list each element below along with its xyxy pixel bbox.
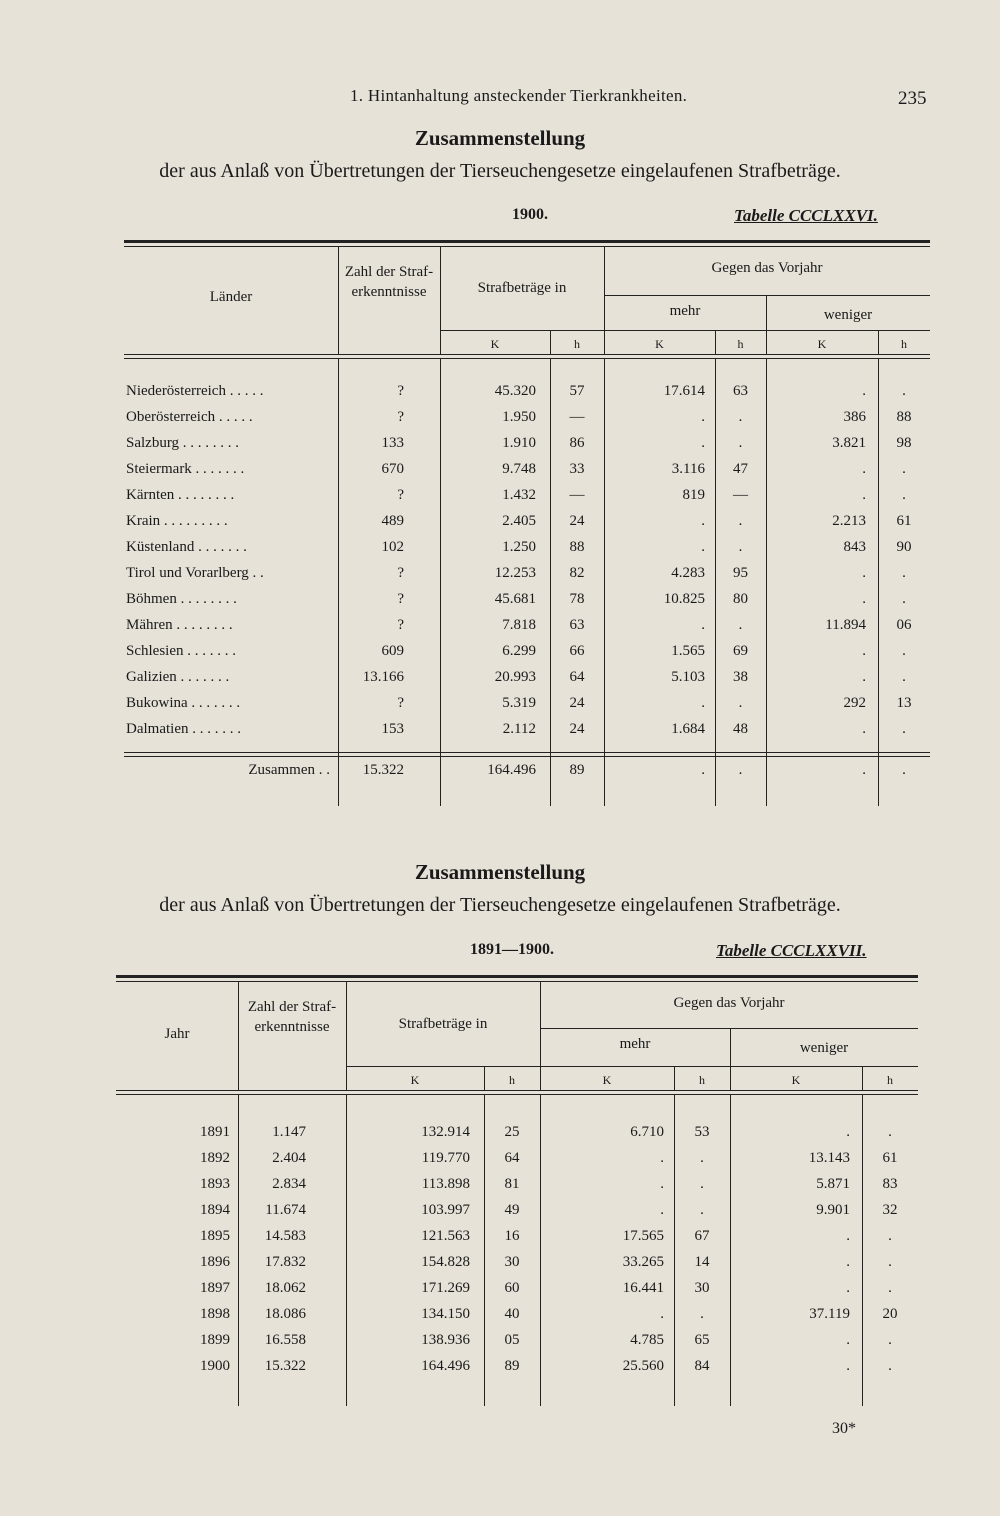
cell-weniger-h: .: [902, 591, 906, 607]
cell-count: 1.147: [272, 1124, 306, 1140]
cell-count: 15.322: [264, 1358, 306, 1374]
cell-weniger-h: .: [902, 721, 906, 737]
cell-weniger-h: .: [888, 1332, 892, 1348]
cell-mehr-k: .: [701, 435, 705, 451]
cell-h: 40: [504, 1306, 520, 1322]
cell-mehr-h: .: [700, 1150, 704, 1166]
cell-mehr-h: 80: [733, 591, 748, 607]
cell-k: 6.299: [502, 643, 536, 659]
total-weniger-k: .: [862, 762, 866, 778]
cell-name: Mähren . . . . . . . .: [126, 617, 233, 633]
cell-h: 64: [569, 669, 585, 685]
cell-mehr-h: 69: [733, 643, 748, 659]
cell-mehr-k: 25.560: [622, 1358, 664, 1374]
cell-name: 1894: [200, 1202, 230, 1218]
signature-mark: 30*: [832, 1420, 856, 1437]
cell-count: 153: [381, 721, 404, 737]
cell-name: 1891: [200, 1124, 230, 1140]
cell-mehr-h: —: [733, 487, 748, 503]
section1-table-label: Tabelle CCCLXXVI.: [734, 206, 878, 225]
section2-subtitle: der aus Anlaß von Übertretungen der Tierseuchengesetze eingelaufenen Strafbeträge.: [159, 894, 841, 916]
header-unit-k: K: [602, 1073, 612, 1087]
cell-mehr-h: .: [700, 1306, 704, 1322]
section1-title: Zusammenstellung: [414, 126, 586, 150]
header-unit-h: h: [574, 337, 580, 351]
cell-name: 1897: [200, 1280, 230, 1296]
header-divider: [346, 1066, 918, 1067]
cell-mehr-k: 10.825: [663, 591, 705, 607]
header-col-1: Jahr: [164, 1026, 190, 1042]
cell-name: Bukowina . . . . . . .: [126, 695, 241, 711]
header-unit-h: h: [887, 1073, 893, 1087]
cell-k: 171.269: [421, 1280, 470, 1296]
header-unit-h: h: [509, 1073, 515, 1087]
header-gegen-vorjahr: Gegen das Vorjahr: [711, 260, 823, 276]
section2-year: 1891—1900.: [470, 941, 554, 958]
cell-weniger-k: .: [862, 721, 866, 737]
header-unit-h: h: [901, 337, 907, 351]
cell-mehr-h: .: [738, 409, 743, 425]
cell-mehr-k: 6.710: [630, 1124, 664, 1140]
cell-count: 2.834: [272, 1176, 306, 1192]
cell-h: —: [569, 487, 585, 503]
cell-name: 1893: [200, 1176, 230, 1192]
cell-weniger-h: .: [888, 1254, 892, 1270]
cell-k: 45.320: [494, 383, 536, 399]
cell-mehr-k: .: [701, 617, 705, 633]
cell-k: 119.770: [421, 1150, 470, 1166]
cell-mehr-h: 95: [733, 565, 748, 581]
cell-mehr-k: 33.265: [622, 1254, 664, 1270]
cell-mehr-h: .: [700, 1176, 704, 1192]
cell-h: 60: [504, 1280, 520, 1296]
table-top-rule: [116, 981, 918, 982]
cell-weniger-h: .: [902, 383, 906, 399]
header-col-1: Länder: [209, 289, 253, 305]
total-rule: [124, 756, 930, 757]
cell-k: 2.405: [502, 513, 536, 529]
cell-name: 1899: [200, 1332, 230, 1348]
cell-weniger-h: .: [902, 487, 906, 503]
cell-count: 11.674: [265, 1202, 306, 1218]
cell-k: 132.914: [421, 1124, 470, 1140]
total-count: 15.322: [362, 762, 404, 778]
header-mehr: mehr: [669, 303, 701, 319]
cell-h: 24: [569, 695, 585, 711]
cell-count: ?: [397, 591, 404, 607]
table-top-rule: [116, 975, 918, 978]
cell-name: Salzburg . . . . . . . .: [126, 435, 240, 451]
cell-name: 1892: [200, 1150, 230, 1166]
cell-k: 164.496: [421, 1358, 470, 1374]
cell-mehr-k: .: [701, 409, 705, 425]
cell-weniger-h: .: [902, 565, 906, 581]
header-divider: [338, 246, 339, 354]
header-divider: [238, 981, 239, 1090]
cell-count: 102: [381, 539, 404, 555]
cell-count: ?: [397, 617, 404, 633]
cell-k: 134.150: [421, 1306, 470, 1322]
cell-h: 82: [569, 565, 585, 581]
cell-mehr-k: .: [660, 1306, 664, 1322]
cell-k: 121.563: [421, 1228, 470, 1244]
header-unit-k: K: [791, 1073, 801, 1087]
cell-weniger-h: .: [902, 669, 906, 685]
cell-k: 7.818: [502, 617, 536, 633]
header-divider: [604, 295, 930, 296]
cell-weniger-k: .: [862, 669, 866, 685]
cell-mehr-h: .: [738, 617, 743, 633]
cell-k: 154.828: [421, 1254, 470, 1270]
header-gegen-vorjahr: Gegen das Vorjahr: [673, 995, 785, 1011]
header-divider: [440, 330, 930, 331]
cell-k: 45.681: [494, 591, 536, 607]
cell-k: 12.253: [494, 565, 536, 581]
cell-h: 63: [569, 617, 585, 633]
cell-mehr-k: 1.684: [671, 721, 705, 737]
cell-mehr-k: 4.283: [671, 565, 705, 581]
cell-h: 49: [504, 1202, 520, 1218]
cell-k: 113.898: [421, 1176, 470, 1192]
cell-name: Kärnten . . . . . . . .: [126, 487, 235, 503]
cell-weniger-k: .: [846, 1124, 850, 1140]
cell-weniger-k: .: [862, 643, 866, 659]
header-divider: [540, 1028, 918, 1029]
cell-count: 13.166: [362, 669, 404, 685]
cell-k: 20.993: [494, 669, 536, 685]
cell-weniger-h: 88: [896, 409, 912, 425]
cell-weniger-h: 61: [882, 1150, 898, 1166]
total-label: Zusammen . .: [248, 762, 330, 778]
cell-mehr-h: 48: [733, 721, 748, 737]
total-mehr-k: .: [701, 762, 705, 778]
cell-name: Tirol und Vorarlberg . .: [126, 565, 264, 581]
cell-weniger-h: .: [888, 1228, 892, 1244]
cell-name: 1900: [200, 1358, 230, 1374]
cell-count: 14.583: [264, 1228, 306, 1244]
header-unit-k: K: [410, 1073, 420, 1087]
cell-mehr-h: 67: [694, 1228, 710, 1244]
cell-k: 9.748: [502, 461, 536, 477]
header-bottom-rule: [124, 354, 930, 355]
header-weniger: weniger: [823, 307, 873, 323]
header-bottom-rule: [116, 1094, 918, 1095]
table-top-rule: [124, 240, 930, 243]
header-mehr: mehr: [619, 1036, 651, 1052]
cell-weniger-k: 9.901: [816, 1202, 850, 1218]
cell-weniger-k: .: [862, 487, 866, 503]
cell-weniger-h: 98: [896, 435, 912, 451]
cell-weniger-k: 843: [843, 539, 866, 555]
cell-weniger-k: 3.821: [832, 435, 866, 451]
cell-name: Küstenland . . . . . . .: [126, 539, 247, 555]
cell-name: Galizien . . . . . . .: [126, 669, 230, 685]
cell-weniger-k: 13.143: [808, 1150, 850, 1166]
cell-count: 670: [381, 461, 404, 477]
cell-count: 609: [381, 643, 404, 659]
section2-title: Zusammenstellung: [414, 860, 586, 884]
cell-weniger-k: .: [846, 1332, 850, 1348]
cell-mehr-k: .: [701, 513, 705, 529]
cell-h: 05: [504, 1332, 520, 1348]
running-head: 1. Hintanhaltung ansteckender Tierkrankheiten.: [350, 86, 688, 105]
cell-weniger-h: 13: [896, 695, 912, 711]
cell-h: 86: [569, 435, 585, 451]
cell-name: Steiermark . . . . . . .: [126, 461, 245, 477]
total-rule: [124, 752, 930, 753]
cell-mehr-k: 3.116: [671, 461, 705, 477]
header-col-3: Strafbeträge in: [398, 1016, 488, 1032]
cell-weniger-h: 06: [896, 617, 912, 633]
cell-mehr-h: 38: [733, 669, 748, 685]
cell-weniger-h: 90: [896, 539, 912, 555]
cell-mehr-h: 14: [694, 1254, 710, 1270]
cell-count: ?: [397, 695, 404, 711]
cell-name: 1896: [200, 1254, 230, 1270]
cell-weniger-k: .: [846, 1254, 850, 1270]
cell-weniger-k: .: [846, 1358, 850, 1374]
cell-mehr-h: 65: [694, 1332, 710, 1348]
header-unit-k: K: [655, 337, 664, 351]
cell-h: 81: [504, 1176, 520, 1192]
cell-mehr-h: 47: [733, 461, 748, 477]
cell-mehr-k: 4.785: [630, 1332, 664, 1348]
cell-k: 1.250: [502, 539, 536, 555]
header-unit-h: h: [737, 337, 744, 351]
table-top-rule: [124, 246, 930, 247]
cell-k: 2.112: [502, 721, 536, 737]
cell-weniger-h: 83: [882, 1176, 898, 1192]
cell-name: 1898: [200, 1306, 230, 1322]
cell-count: ?: [397, 383, 404, 399]
cell-mehr-k: 16.441: [622, 1280, 664, 1296]
cell-weniger-k: .: [862, 461, 866, 477]
cell-mehr-h: .: [700, 1202, 704, 1218]
cell-count: 16.558: [264, 1332, 306, 1348]
cell-count: ?: [397, 409, 404, 425]
page-number: 235: [898, 88, 927, 109]
total-h: 89: [569, 762, 585, 778]
cell-weniger-h: .: [902, 643, 906, 659]
cell-name: Schlesien . . . . . . .: [126, 643, 236, 659]
cell-k: 103.997: [421, 1202, 470, 1218]
total-mehr-h: .: [738, 762, 743, 778]
cell-h: 88: [569, 539, 585, 555]
cell-weniger-k: 11.894: [825, 617, 866, 633]
cell-weniger-h: 61: [896, 513, 912, 529]
cell-name: Böhmen . . . . . . . .: [126, 591, 237, 607]
cell-weniger-k: .: [846, 1280, 850, 1296]
cell-weniger-k: 292: [843, 695, 866, 711]
cell-weniger-h: 32: [882, 1202, 898, 1218]
cell-mehr-k: .: [660, 1202, 664, 1218]
cell-count: 18.086: [264, 1306, 306, 1322]
cell-weniger-k: .: [862, 565, 866, 581]
cell-h: 30: [504, 1254, 520, 1270]
cell-mehr-k: .: [660, 1150, 664, 1166]
cell-weniger-h: .: [902, 461, 906, 477]
cell-weniger-k: 37.119: [809, 1306, 850, 1322]
cell-h: 89: [504, 1358, 520, 1374]
cell-weniger-k: .: [846, 1228, 850, 1244]
cell-h: 16: [504, 1228, 520, 1244]
cell-weniger-h: .: [888, 1358, 892, 1374]
header-unit-k: K: [490, 337, 500, 351]
cell-mehr-h: 53: [694, 1124, 710, 1140]
cell-mehr-h: 30: [694, 1280, 710, 1296]
cell-h: 24: [569, 513, 585, 529]
header-bottom-rule: [124, 358, 930, 359]
cell-weniger-k: 2.213: [832, 513, 866, 529]
cell-h: 33: [569, 461, 585, 477]
cell-h: 66: [569, 643, 585, 659]
header-bottom-rule: [116, 1090, 918, 1091]
total-k: 164.496: [487, 762, 536, 778]
cell-h: 64: [504, 1150, 520, 1166]
cell-weniger-k: 5.871: [816, 1176, 850, 1192]
cell-name: Niederösterreich . . . . .: [126, 383, 264, 399]
cell-name: Krain . . . . . . . . .: [126, 513, 228, 529]
cell-k: 1.950: [502, 409, 536, 425]
cell-mehr-k: 1.565: [671, 643, 705, 659]
header-weniger: weniger: [799, 1040, 849, 1056]
cell-k: 1.910: [502, 435, 536, 451]
cell-count: 489: [381, 513, 404, 529]
header-unit-k: K: [817, 337, 827, 351]
cell-h: 25: [504, 1124, 520, 1140]
cell-count: 17.832: [264, 1254, 306, 1270]
cell-weniger-h: 20: [882, 1306, 898, 1322]
header-col-2: Zahl der Straf-erkenntnisse: [247, 999, 337, 1035]
cell-count: ?: [397, 487, 404, 503]
header-col-3: Strafbeträge in: [477, 280, 567, 296]
cell-mehr-k: .: [660, 1176, 664, 1192]
section1-year: 1900.: [512, 206, 548, 223]
cell-h: 57: [569, 383, 585, 399]
cell-mehr-h: .: [738, 513, 743, 529]
cell-mehr-k: .: [701, 539, 705, 555]
cell-k: 138.936: [421, 1332, 470, 1348]
cell-mehr-h: .: [738, 539, 743, 555]
cell-name: 1895: [200, 1228, 230, 1244]
cell-h: —: [569, 409, 585, 425]
cell-mehr-k: .: [701, 695, 705, 711]
cell-mehr-k: 5.103: [671, 669, 705, 685]
cell-name: Oberösterreich . . . . .: [126, 409, 253, 425]
cell-mehr-h: .: [738, 695, 743, 711]
cell-weniger-k: 386: [843, 409, 866, 425]
cell-mehr-h: 63: [733, 383, 748, 399]
total-weniger-h: .: [902, 762, 906, 778]
cell-h: 24: [569, 721, 585, 737]
cell-count: 18.062: [264, 1280, 306, 1296]
cell-weniger-h: .: [888, 1124, 892, 1140]
cell-mehr-h: .: [738, 435, 743, 451]
cell-weniger-k: .: [862, 591, 866, 607]
cell-k: 1.432: [502, 487, 536, 503]
cell-weniger-h: .: [888, 1280, 892, 1296]
header-unit-h: h: [699, 1073, 705, 1087]
cell-h: 78: [569, 591, 585, 607]
cell-count: 133: [381, 435, 404, 451]
cell-mehr-k: 819: [682, 487, 705, 503]
cell-weniger-k: .: [862, 383, 866, 399]
section2-table-label: Tabelle CCCLXXVII.: [716, 941, 867, 960]
cell-mehr-h: 84: [694, 1358, 710, 1374]
header-col-2: Zahl der Straf-erkenntnisse: [344, 264, 434, 300]
cell-count: ?: [397, 565, 404, 581]
cell-count: 2.404: [272, 1150, 306, 1166]
cell-mehr-k: 17.614: [663, 383, 705, 399]
cell-mehr-k: 17.565: [622, 1228, 664, 1244]
cell-k: 5.319: [502, 695, 536, 711]
section1-subtitle: der aus Anlaß von Übertretungen der Tierseuchengesetze eingelaufenen Strafbeträge.: [159, 160, 841, 182]
cell-name: Dalmatien . . . . . . .: [126, 721, 241, 737]
